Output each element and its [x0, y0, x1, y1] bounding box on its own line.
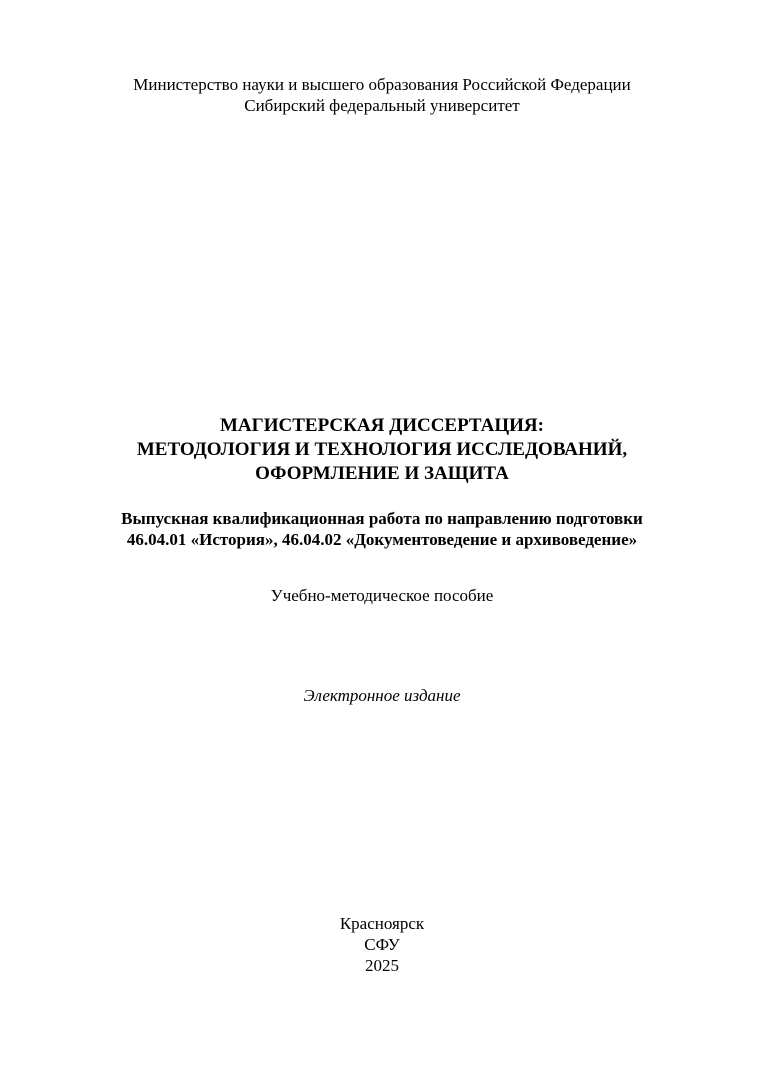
imprint-year: 2025: [365, 956, 399, 975]
document-type: [0, 585, 764, 606]
imprint-publisher: СФУ: [364, 935, 400, 954]
title-line: ОФОРМЛЕНИЕ И ЗАЩИТА: [255, 463, 509, 484]
title-line: МАГИСТЕРСКАЯ ДИССЕРТАЦИЯ:: [220, 415, 544, 436]
title-line: МЕТОДОЛОГИЯ И ТЕХНОЛОГИЯ ИССЛЕДОВАНИЙ,: [136, 439, 628, 460]
imprint: [0, 913, 764, 976]
institution-header: [0, 74, 764, 116]
document-title: [0, 414, 764, 486]
document-subtitle: [0, 508, 764, 550]
edition-label: Электронное издание: [303, 686, 461, 705]
subtitle-line: 46.04.01 «История», 46.04.02 «Документоведение и архивоведение»: [126, 530, 638, 549]
edition-note: [0, 685, 764, 706]
university-name: Сибирский федеральный университет: [244, 96, 520, 115]
document-type-label: Учебно-методическое пособие: [270, 586, 494, 605]
ministry-name: Министерство науки и высшего образования Российской Федерации: [133, 75, 631, 94]
imprint-city: Красноярск: [339, 914, 425, 933]
subtitle-line: Выпускная квалификационная работа по направлению подготовки: [121, 509, 643, 528]
